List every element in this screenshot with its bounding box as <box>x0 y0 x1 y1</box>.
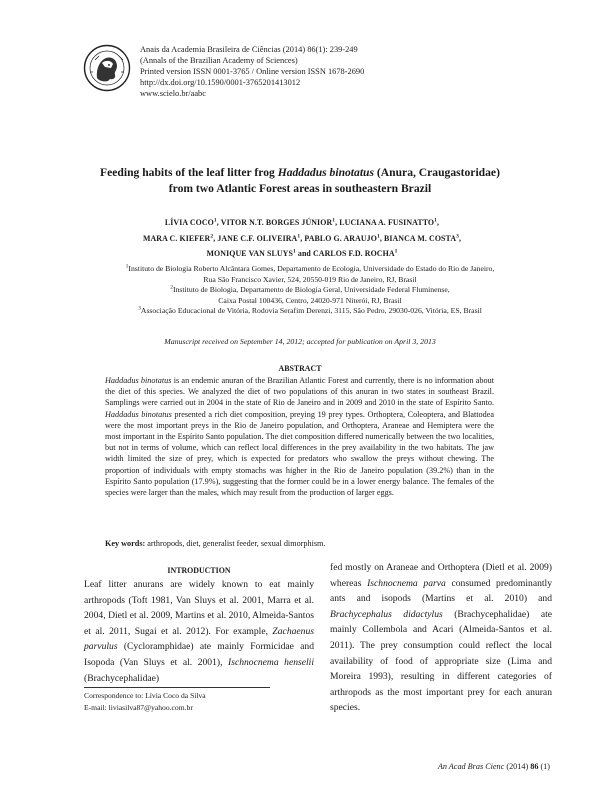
body-text: (Cycloramphidae) ate mainly Formicidae and Isopoda (Van Sluys et al. 2001), <box>84 641 314 668</box>
title-species: Haddadus binotatus <box>277 166 375 179</box>
academy-seal-logo <box>83 44 131 92</box>
running-footer <box>438 762 550 771</box>
body-text: consumed predominantly ants and isopods (Martins et al. 2010) and <box>330 577 552 605</box>
author-separator: and <box>295 249 313 258</box>
affiliation-line: Associação Educacional de Vitória, Rodovia Serafim Derenzi, 3115, São Pedro, 29030-026, Vitória, ES, Brasil <box>140 306 482 316</box>
affiliation <box>100 306 520 317</box>
correspondence-footnote <box>84 690 206 713</box>
author-separator: , <box>379 233 384 243</box>
title-text-1: Feeding habits of the leaf litter frog <box>100 166 278 179</box>
affiliation-line: Instituto de Biologia Roberto Alcântara Gomes, Departamento de Ecologia, Universidade do Estado do Rio de Janeiro, <box>128 264 495 273</box>
author: CARLOS F.D. ROCHA <box>313 249 395 258</box>
species-name: Zachaenus parvulus <box>84 625 314 653</box>
affiliation-line: Rua São Francisco Xavier, 524, 20550-019 Rio de Janeiro, RJ, Brasil <box>203 274 417 284</box>
journal-url-link[interactable]: www.scielo.br/aabc <box>140 89 206 98</box>
affiliation-line: Caixa Postal 100436, Centro, 24020-971 Niterói, RJ, Brasil <box>218 295 402 305</box>
author-separator: , <box>216 218 221 227</box>
affiliation-list <box>100 264 520 317</box>
species-name: Brachycephalus didactylus <box>330 608 443 620</box>
manuscript-dates: Manuscript received on September 14, 2012; accepted for publication on April 3, 2013 <box>164 337 436 346</box>
author: LUCIANA A. FUSINATTO <box>339 218 435 227</box>
keywords-label: Key words: <box>105 539 146 548</box>
body-text: fed mostly on Araneae and Orthoptera (Dietl et al. 2009) whereas <box>330 562 552 589</box>
author: LÍVIA COCO <box>164 218 214 227</box>
affiliation-number: 2 <box>170 284 174 291</box>
author-affiliation-mark: 1 <box>394 248 398 255</box>
affiliation <box>100 264 520 275</box>
body-column-right <box>330 560 552 716</box>
journal-header <box>140 44 364 99</box>
keywords <box>105 539 494 548</box>
author-affiliation-mark: 1 <box>332 217 336 224</box>
footer-issue: (1) <box>538 762 550 771</box>
abstract-text: presented a rich diet composition, preying 19 prey types. Orthoptera, Coleoptera, and Blattodea were the most important preys in the Rio de Janeiro population, and Orthoptera, Araneae and Hemiptera were the most important in the Espírito Santo population. The diet composition differed numerically between the two localities, but not in terms of volume, which can reflect local differences in the prey availability in the two habitats. The jaw width limited the size of prey, which is expected for predators who swallow the preys without chewing. The proportion of individuals with empty stomachs was higher in the Rio de Janeiro population (39.2%) than in the Espírito Santo population (17.9%), suggesting that the former could be in a lower energy balance. The females of the species were larger than the males, which may result from the production of larger eggs. <box>105 409 494 498</box>
keywords-text: arthropods, diet, generalist feeder, sexual dimorphism. <box>145 539 326 548</box>
author: JANE C.F. OLIVEIRA <box>217 233 298 243</box>
author-list <box>112 215 492 262</box>
email-link[interactable]: E-mail: liviasilva87@yahoo.com.br <box>84 702 193 712</box>
author: BIANCA M. COSTA <box>383 233 457 243</box>
author-affiliation-mark: 1 <box>297 232 301 239</box>
author-separator: , <box>458 233 462 243</box>
author-separator: , <box>300 233 305 243</box>
footer-journal: An Acad Bras Cienc <box>437 762 505 771</box>
author-affiliation-mark: 3 <box>456 232 459 239</box>
footnote-divider <box>84 687 270 688</box>
author-affiliation-mark: 1 <box>213 217 217 224</box>
introduction-heading: INTRODUCTION <box>167 566 231 575</box>
species-name: Ischnocnema parva <box>367 577 446 589</box>
abstract-heading: ABSTRACT <box>278 364 322 373</box>
author-affiliation-mark: 2 <box>210 232 214 239</box>
body-text: (Brachycephalidae) ate mainly Collembola and Acari (Almeida-Santos et al. 2011). The prey consumption could reflect the local availability of food of appropriate size (Lima and Moreira 1993), resulting in different categories of arthropods as the most important prey for each anuran species. <box>330 608 552 714</box>
species-name: Ischnocnema henselii <box>228 656 314 668</box>
abstract-text: is an endemic anuran of the Brazilian Atlantic Forest and currently, there is no information about the diet of this species. We analyzed the diet of two populations of this anuran in two states in southeast Brazil. Samplings were carried out in 2004 in the state of Rio de Janeiro and in 2009 and 2010 in the state of Espírito Santo. <box>105 376 494 408</box>
author-affiliation-mark: 1 <box>434 217 438 224</box>
footer-volume: 86 <box>530 762 539 771</box>
title-text-2: (Anura, Craugastoridae) from two Atlantic Forest areas in southeastern Brazil <box>168 166 500 195</box>
journal-name: Anais da Academia Brasileira de Ciências (2014) 86(1): 239-249 <box>140 45 358 54</box>
journal-name-english: (Annals of the Brazilian Academy of Sciences) <box>140 56 298 65</box>
species-name: Haddadus binotatus <box>105 376 172 385</box>
author: MONIQUE VAN SLUYS <box>206 249 293 258</box>
footer-year: (2014) <box>504 762 531 771</box>
affiliation <box>100 285 520 296</box>
author-separator: , <box>335 218 340 227</box>
affiliation-line: Instituto de Biologia, Departamento de Biologia Geral, Universidade Federal Fluminense, <box>173 285 450 295</box>
author-separator: , <box>437 218 440 227</box>
body-text: (Brachycephalidae) <box>84 672 160 684</box>
author: PABLO G. ARAUJO <box>304 233 377 243</box>
author: MARA C. KIEFER <box>142 233 211 243</box>
species-name: Haddadus binotatus <box>105 409 172 419</box>
body-column-left <box>84 577 314 686</box>
body-text: Leaf litter anurans are widely known to eat mainly arthropods (Toft 1981, Van Sluys et al. 2001, Marra et al. 2004, Dietl et al. 2009, Martins et al. 2010, Almeida-Santos et al. 2011, Sugai et al. 2012). For example, <box>84 579 314 637</box>
correspondence-line: Correspondence to: Lívia Coco da Silva <box>84 691 206 700</box>
article-title <box>100 165 500 196</box>
author-separator: , <box>213 233 218 243</box>
abstract-body <box>105 375 494 498</box>
author-affiliation-mark: 1 <box>376 232 380 239</box>
author-affiliation-mark: 1 <box>292 248 296 255</box>
affiliation-number: 3 <box>138 305 141 312</box>
doi-link[interactable]: http://dx.doi.org/10.1590/0001-3765201413012 <box>140 78 301 87</box>
affiliation-number: 1 <box>125 263 129 270</box>
issn-line: Printed version ISSN 0001-3765 / Online version ISSN 1678-2690 <box>140 67 365 76</box>
author: VITOR N.T. BORGES JÚNIOR <box>220 218 333 227</box>
